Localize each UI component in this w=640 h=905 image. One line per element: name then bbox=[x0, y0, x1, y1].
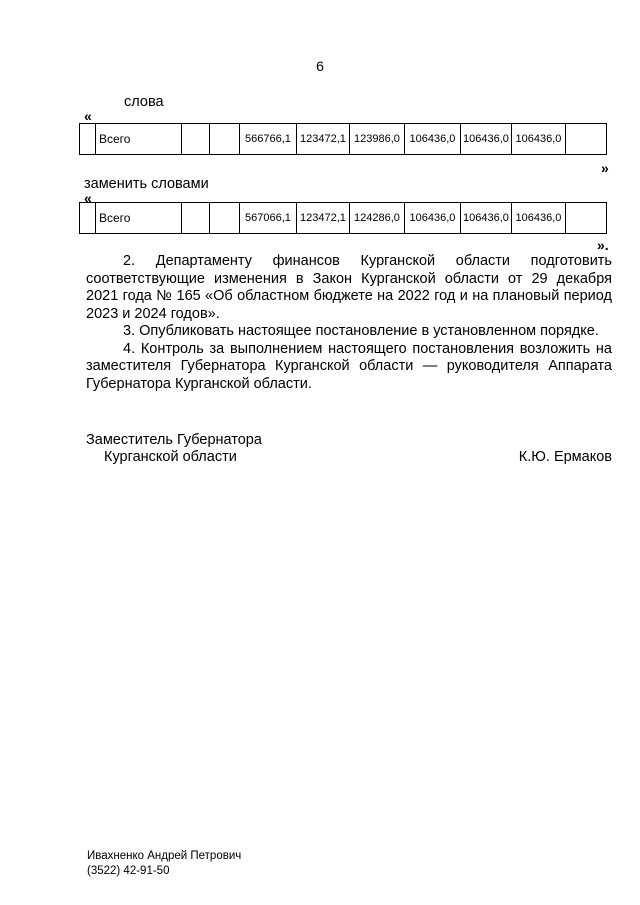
table-cell-value: 106436,0 bbox=[512, 124, 566, 155]
footer-phone: (3522) 42-91-50 bbox=[87, 865, 170, 877]
table-cell-value: 123986,0 bbox=[350, 124, 405, 155]
open-quote: « bbox=[84, 108, 92, 124]
table-cell-value: 106436,0 bbox=[512, 203, 566, 234]
paragraph-4-line-2: заместителя Губернатора Курганской области — руководителя Аппарата bbox=[86, 358, 612, 374]
paragraph-4-line-3: Губернатора Курганской области. bbox=[86, 375, 312, 392]
table-cell bbox=[182, 203, 210, 234]
paragraph-2-line-3: 2021 года № 165 «Об областном бюджете на 2022 год и на плановый период bbox=[86, 288, 612, 304]
signature-name: К.Ю. Ермаков bbox=[518, 449, 612, 465]
table-row bbox=[80, 203, 607, 234]
row-label: Всего bbox=[96, 124, 182, 155]
signature-position-line-2: Курганской области bbox=[104, 449, 237, 465]
footer-executor: Ивахненко Андрей Петрович bbox=[87, 850, 242, 862]
table-cell-value: 106436,0 bbox=[461, 203, 512, 234]
paragraph-4-line-1: 4. Контроль за выполнением настоящего постановления возложить на bbox=[123, 340, 612, 357]
table-cell-value: 106436,0 bbox=[405, 124, 461, 155]
table-cell bbox=[210, 203, 240, 234]
table-cell bbox=[80, 124, 96, 155]
table-cell-value: 124286,0 bbox=[350, 203, 405, 234]
table-cell bbox=[566, 203, 607, 234]
table-cell bbox=[182, 124, 210, 155]
paragraph-2-line-4: 2023 и 2024 годов». bbox=[86, 305, 220, 322]
open-quote-2: « bbox=[84, 190, 92, 206]
words-label: слова bbox=[124, 94, 164, 110]
close-quote: » bbox=[601, 160, 609, 176]
replace-label: заменить словами bbox=[84, 176, 209, 192]
paragraph-3: 3. Опубликовать настоящее постановление в установленном порядке. bbox=[123, 323, 599, 339]
table-cell-value: 123472,1 bbox=[297, 203, 350, 234]
table-new-row bbox=[79, 202, 607, 234]
close-quote-period: ». bbox=[597, 237, 609, 253]
table-old-row bbox=[79, 123, 607, 155]
table-cell-value: 106436,0 bbox=[405, 203, 461, 234]
paragraph-2-line-1: 2. Департаменту финансов Курганской области подготовить bbox=[123, 253, 612, 269]
table-cell-value: 566766,1 bbox=[240, 124, 297, 155]
paragraph-2-line-2: соответствующие изменения в Закон Курганской области от 29 декабря bbox=[86, 270, 612, 287]
table-cell-value: 123472,1 bbox=[297, 124, 350, 155]
table-cell bbox=[80, 203, 96, 234]
table-cell-value: 106436,0 bbox=[461, 124, 512, 155]
table-cell bbox=[566, 124, 607, 155]
table-row bbox=[80, 124, 607, 155]
row-label: Всего bbox=[96, 203, 182, 234]
table-cell-value: 567066,1 bbox=[240, 203, 297, 234]
page-number: 6 bbox=[316, 58, 324, 74]
table-cell bbox=[210, 124, 240, 155]
signature-position-line-1: Заместитель Губернатора bbox=[86, 432, 262, 448]
